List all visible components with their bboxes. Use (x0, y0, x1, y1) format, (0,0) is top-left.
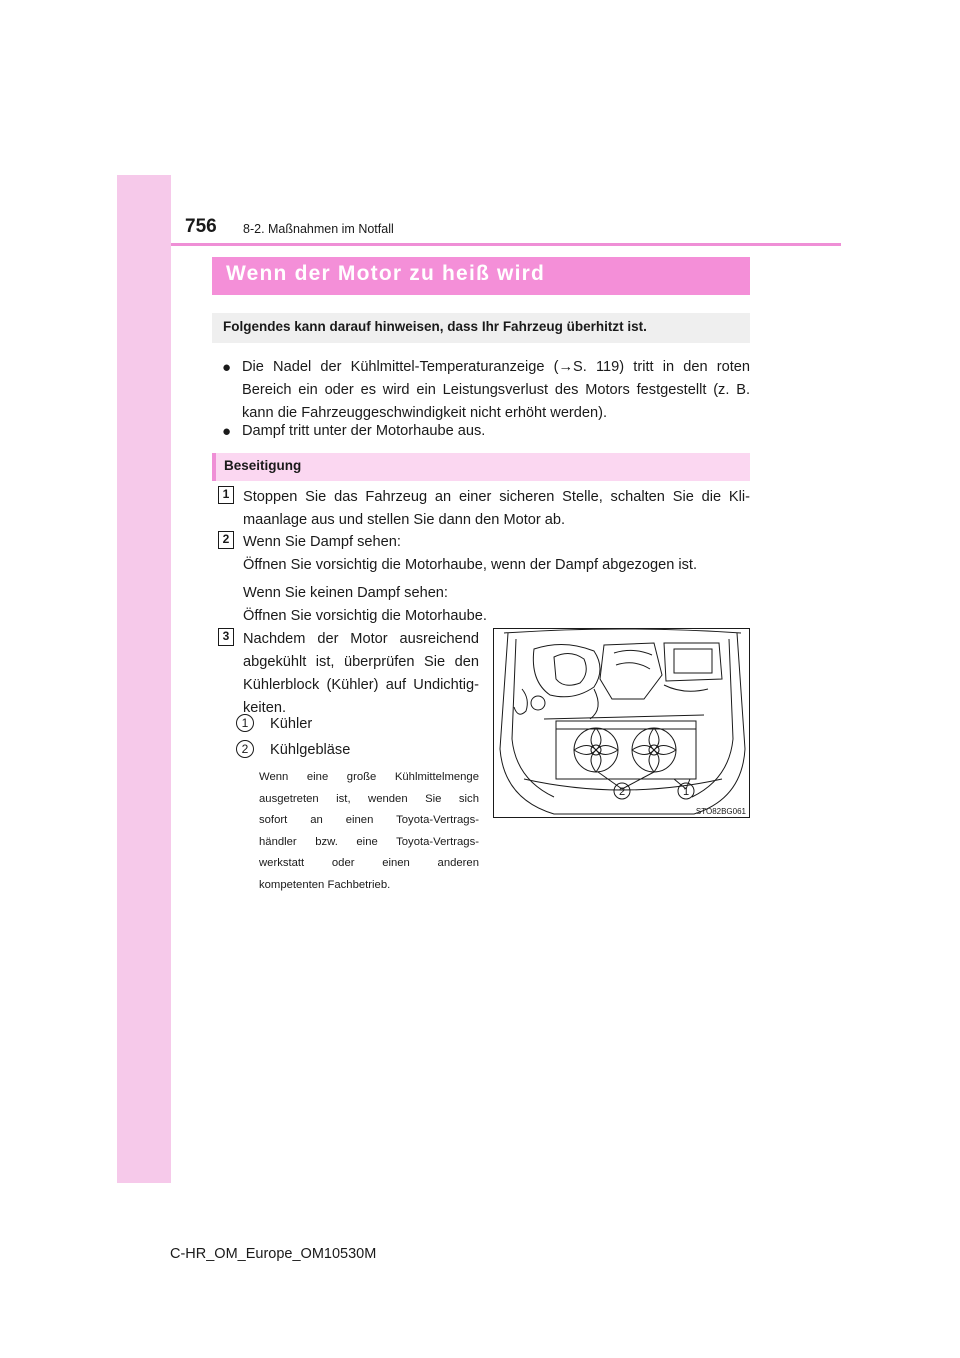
side-strip (117, 175, 171, 1183)
legend-label: Kühlgebläse (270, 742, 351, 758)
note-line: händler bzw. eine Toyota-Vertrags- (259, 835, 479, 848)
legend-label: Kühler (270, 716, 313, 732)
page-number: 756 (185, 216, 217, 237)
step-text: Nachdem der Motor ausreichend (243, 631, 479, 647)
callout-number: 2 (236, 740, 254, 758)
bullet-text: Dampf tritt unter der Motorhaube aus. (242, 423, 486, 439)
page-title: Wenn der Motor zu heiß wird (226, 262, 546, 285)
step-text: Kühlerblock (Kühler) auf Undichtig- (243, 677, 479, 693)
step-number-badge: 2 (218, 531, 234, 549)
callout-number: 1 (236, 714, 254, 732)
note-line: ausgetreten ist, wenden Sie sich (259, 792, 479, 805)
step-text: Stoppen Sie das Fahrzeug an einer sicheren Stelle, schalten Sie die Kli- (243, 489, 750, 505)
note-line: werkstatt oder einen anderen (259, 857, 479, 870)
step-number-badge: 1 (218, 486, 234, 504)
note-text (259, 767, 479, 897)
footer-document-id: C-HR_OM_Europe_OM10530M (170, 1246, 377, 1262)
step-number-badge: 3 (218, 628, 234, 646)
bullet-icon: ● (222, 423, 232, 440)
sub-header-label: Beseitigung (224, 458, 302, 473)
callout-number: 2 (618, 786, 626, 798)
step-text: keiten. (243, 700, 286, 716)
engine-bay-drawing (494, 629, 750, 818)
engine-bay-illustration (493, 628, 750, 818)
bullet-text: Die Nadel der Kühlmittel-Temperaturanzeige (→S. 119) tritt in den roten Bereich ein oder es wird ein Leistungsverlust des Motors festgestellt (z. B. kann die Fahrzeuggeschwindigkeit nicht erhöht werden). (242, 359, 750, 421)
header-rule (171, 243, 841, 246)
step-text: Öffnen Sie vorsichtig die Motorhaube, wenn der Dampf abgezogen ist. (243, 557, 698, 573)
note-line: kompetenten Fachbetrieb. (259, 878, 391, 891)
step-text: Wenn Sie Dampf sehen: (243, 534, 401, 550)
callout-number: 1 (682, 786, 690, 798)
title-bar (212, 257, 750, 295)
intro-text: Folgendes kann darauf hinweisen, dass Ihr Fahrzeug überhitzt ist. (223, 319, 647, 334)
intro-box (212, 313, 750, 343)
section-label: 8-2. Maßnahmen im Notfall (243, 222, 394, 236)
bullet-icon: ● (222, 359, 232, 376)
step-text: maanlage aus und stellen Sie dann den Motor ab. (243, 512, 566, 528)
figure-code: STO82BG061 (695, 807, 746, 816)
note-line: Wenn eine große Kühlmittelmenge (259, 771, 479, 783)
step-text: Öffnen Sie vorsichtig die Motorhaube. (243, 608, 487, 624)
sub-header (212, 453, 750, 481)
step-text: abgekühlt ist, überprüfen Sie den (243, 654, 479, 670)
step-text: Wenn Sie keinen Dampf sehen: (243, 585, 448, 601)
note-line: sofort an einen Toyota-Vertrags- (259, 814, 479, 827)
